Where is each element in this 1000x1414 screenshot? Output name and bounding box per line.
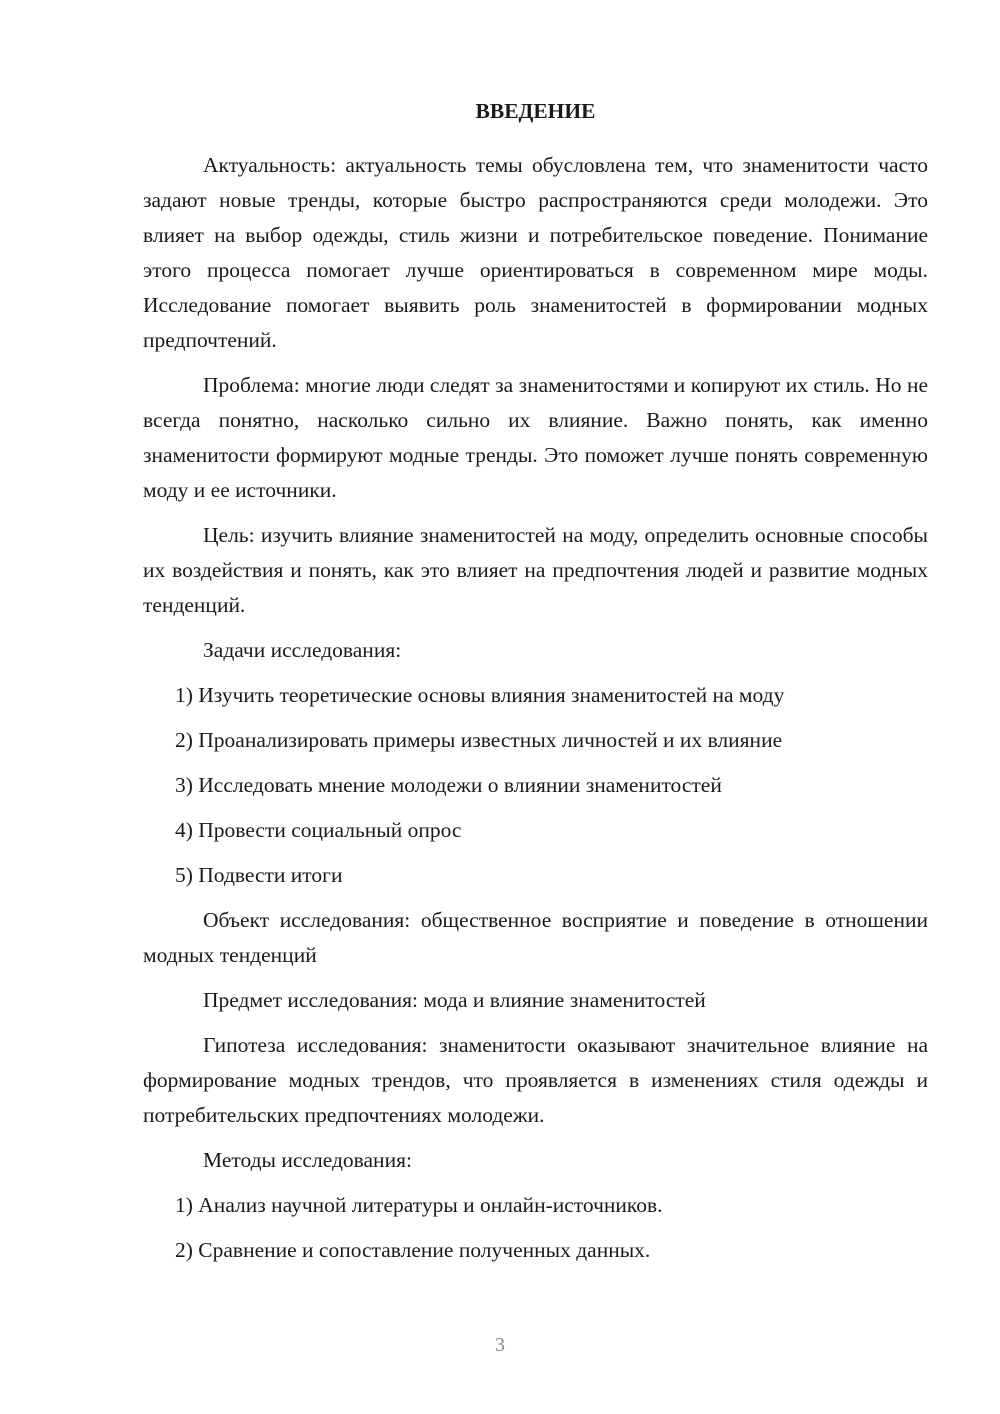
problem-paragraph: Проблема: многие люди следят за знаменитостями и копируют их стиль. Но не всегда понятно, насколько сильно их влияние. Важно понять, как именно знаменитости формируют модные тренды. Это поможет лучше понять современную моду и ее источники.	[143, 373, 928, 502]
document-page	[143, 92, 928, 1278]
subject-paragraph: Предмет исследования: мода и влияние знаменитостей	[203, 988, 706, 1012]
relevance-paragraph: Актуальность: актуальность темы обусловлена тем, что знаменитости часто задают новые тренды, которые быстро распространяются среди молодежи. Это влияет на выбор одежды, стиль жизни и потребительское поведение. Понимание этого процесса помогает лучше ориентироваться в современном мире моды. Исследование помогает выявить роль знаменитостей в формировании модных предпочтений.	[143, 153, 928, 352]
methods-label: Методы исследования:	[203, 1148, 412, 1172]
hypothesis-paragraph: Гипотеза исследования: знаменитости оказывают значительное влияние на формирование модных трендов, что проявляется в изменениях стиля одежды и потребительских предпочтениях молодежи.	[143, 1033, 928, 1127]
list-item: 5) Подвести итоги	[175, 863, 343, 887]
object-paragraph: Объект исследования: общественное восприятие и поведение в отношении модных тенденций	[143, 908, 928, 967]
tasks-label: Задачи исследования:	[203, 638, 402, 662]
list-item: 2) Проанализировать примеры известных личностей и их влияние	[175, 728, 783, 752]
list-item: 1) Анализ научной литературы и онлайн-источников.	[175, 1193, 663, 1217]
page-number: 3	[495, 1334, 505, 1356]
section-heading: ВВЕДЕНИЕ	[475, 99, 596, 123]
list-item: 4) Провести социальный опрос	[175, 818, 462, 842]
goal-paragraph: Цель: изучить влияние знаменитостей на моду, определить основные способы их воздействия и понять, как это влияет на предпочтения людей и развитие модных тенденций.	[143, 523, 928, 617]
list-item: 1) Изучить теоретические основы влияния знаменитостей на моду	[175, 683, 785, 707]
tasks-list	[143, 678, 928, 893]
list-item: 2) Сравнение и сопоставление полученных данных.	[175, 1238, 651, 1262]
list-item: 3) Исследовать мнение молодежи о влиянии знаменитостей	[175, 773, 722, 797]
methods-list	[143, 1188, 928, 1268]
